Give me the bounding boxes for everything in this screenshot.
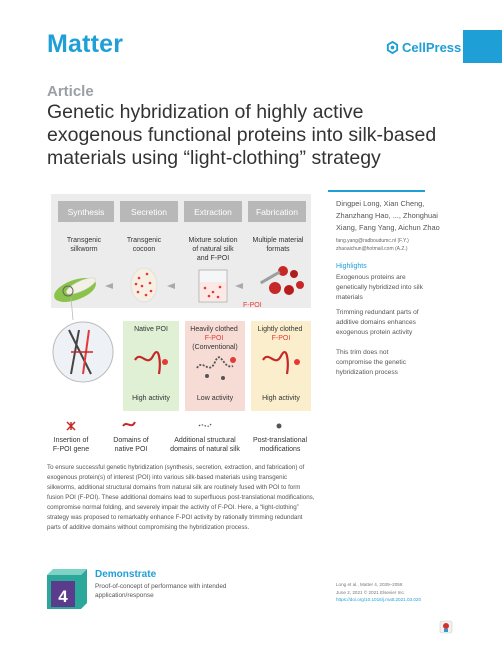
panel-heavy-title: Heavily clothed F-POI (Conventional) xyxy=(190,326,238,351)
panel-native-poi xyxy=(123,321,179,411)
panel-light-title: Lightly clothed F-POI xyxy=(257,326,303,342)
corner-accent-box xyxy=(463,30,502,63)
citation-date: June 2, 2021 © 2021 Elsevier Inc. xyxy=(336,589,406,595)
article-type: Article xyxy=(47,83,94,100)
cocoon-illustration xyxy=(131,268,157,302)
stage-label-cocoon: Transgenic cocoon xyxy=(126,237,162,253)
stage-label-formats: Multiple material formats xyxy=(252,237,304,253)
stage-label-silkworm: Transgenic silkworm xyxy=(66,237,102,253)
doi-link[interactable]: https://doi.org/10.1016/j.matt.2021.03.020 xyxy=(336,597,422,602)
publisher-name: CellPress xyxy=(402,40,462,55)
panel-light-activity: High activity xyxy=(262,395,300,402)
step-extraction-label: Extraction xyxy=(194,207,232,217)
citation-journal: Long et al., Matter 4, 2039–2058 xyxy=(336,582,403,587)
highlights-heading: Highlights xyxy=(336,263,367,270)
level-cube-icon xyxy=(47,569,87,609)
level-badge xyxy=(47,569,87,609)
panel-native-title: Native POI xyxy=(134,326,168,333)
step-fabrication-box xyxy=(248,201,306,222)
cellpress-icon xyxy=(386,41,399,54)
legend-native-domains: Domains of native POI xyxy=(113,437,149,453)
graphical-abstract-svg xyxy=(47,190,315,457)
fpoi-label: F-POI xyxy=(243,302,262,309)
journal-name: Matter xyxy=(47,30,124,58)
beaker-illustration xyxy=(199,270,227,302)
panel-heavily-clothed xyxy=(185,321,245,411)
level-number: 4 xyxy=(58,587,68,606)
panel-heavy-activity: Low activity xyxy=(196,395,234,402)
citation-block xyxy=(336,581,456,604)
sidebar-top-rule xyxy=(328,190,425,192)
step-fabrication-label: Fabrication xyxy=(255,207,299,217)
email-2[interactable]: zhaoaichun@hotmail.com (A.Z.) xyxy=(336,246,408,252)
step-secretion-box xyxy=(120,201,178,222)
abstract-text: To ensure successful genetic hybridization (synthesis, secretion, extraction, and fabrication) of exogenous protein(s) of interest (POI) into various silk-based materials using transgenic silkworms, additional structural domains from natural silk are routinely fused with POI to form fusion POI (F-POI). These additional domains lead to superfluous post-translational modifications, compromise normal folding, and severely impair the activity of F-POI. Here, a “light-clothing” strategy was proposed to remarkably enhance F-POI activity by rationally trimming redundant parts of additive domains without compromising the hybridization process. xyxy=(47,464,315,531)
panel-native-activity: High activity xyxy=(132,395,170,402)
legend-modifications: Post-translational modifications xyxy=(252,437,308,453)
step-synthesis-box xyxy=(58,201,114,222)
panel-lightly-clothed xyxy=(251,321,311,411)
publisher-logo xyxy=(386,40,461,55)
correspondence-emails xyxy=(336,237,446,253)
legend-insertion: Insertion of F-POI gene xyxy=(52,437,90,453)
legend-structural-domains: Additional structural domains of natural silk xyxy=(170,437,240,453)
highlight-item-3: This trim does not compromise the genetic hybridization process xyxy=(336,349,407,376)
level-description: Proof-of-concept of performance with intended application/response xyxy=(95,583,227,599)
highlight-item-2: Trimming redundant parts of additive domains enhances exogenous protein activity xyxy=(336,309,419,336)
author-list: Dingpei Long, Xian Cheng, Zhanzhang Hao, ..., Zhonghuai Xiang, Fang Yang, Aichun Zhao xyxy=(336,199,440,232)
email-1[interactable]: fang.yang@radboudumc.nl (F.Y.) xyxy=(336,238,409,244)
stage-label-mixture: Mixture solution of natural silk and F-POI xyxy=(188,237,238,262)
level-label: Demonstrate xyxy=(95,569,157,580)
crossmark-icon[interactable] xyxy=(439,620,453,634)
article-title: Genetic hybridization of highly active exogenous functional proteins into silk-based materials using “light-clothing” strategy xyxy=(47,101,437,169)
step-secretion-label: Secretion xyxy=(131,207,167,217)
graphical-abstract xyxy=(47,190,315,457)
highlight-item-1: Exogenous proteins are genetically hybridized into silk materials xyxy=(336,274,423,301)
step-extraction-box xyxy=(184,201,242,222)
step-synthesis-label: Synthesis xyxy=(67,207,105,217)
